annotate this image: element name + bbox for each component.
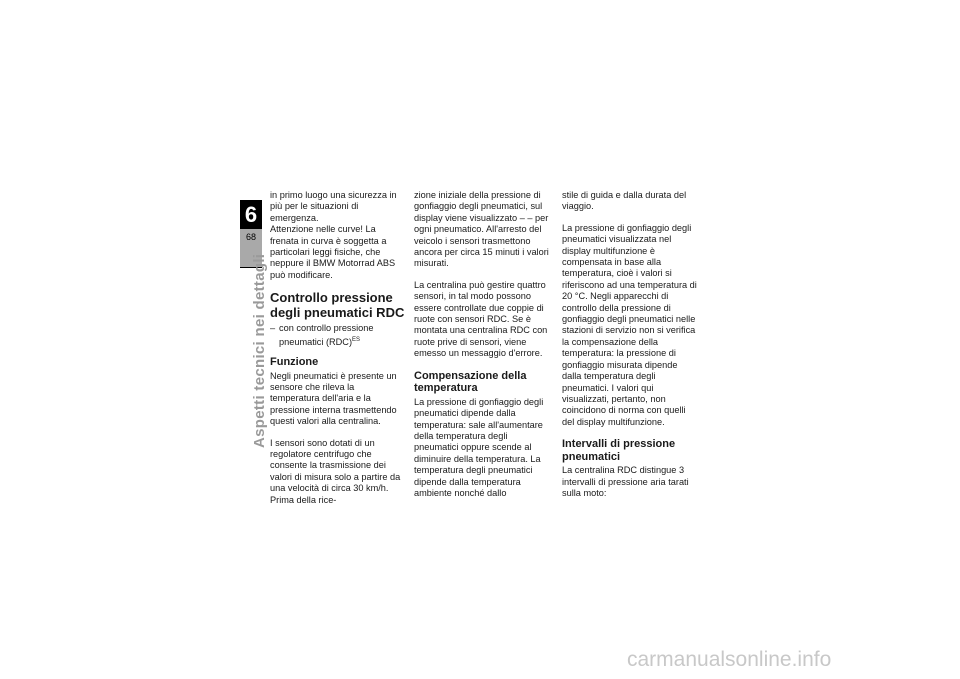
page-number: 68 bbox=[240, 229, 262, 267]
paragraph: zione iniziale della pressione di gonfiaggio degli pneumatici, sul display viene visualizzato – – per ogni pneumatico. All'arresto del veicolo i sensori trasmettono ancora per circa 15 minuti i valori misurati. bbox=[414, 190, 549, 269]
watermark: carmanualsonline.info bbox=[627, 648, 832, 671]
text-column-1 bbox=[270, 190, 406, 516]
subsection-heading-funzione: Funzione bbox=[270, 356, 319, 369]
chapter-number: 6 bbox=[244, 202, 258, 227]
dash-bullet: – bbox=[270, 323, 276, 334]
paragraph: Attenzione nelle curve! La frenata in curva è soggetta a particolari leggi fisiche, che neppure il BMW Motorrad ABS può modificare. bbox=[270, 224, 396, 280]
equipment-code: ES bbox=[352, 336, 361, 343]
list-item-text bbox=[279, 323, 406, 348]
section-heading-rdc: Controllo pressione degli pneumatici RDC bbox=[270, 290, 405, 320]
paragraph: La pressione di gonfiaggio degli pneumatici visualizzata nel display multifunzione è compensata in base alla temperatura, cioè i valori si riferiscono ad una temperatura di 20 °C. Negli apparecchi di controllo della pressione di gonfiaggio degli pneumatici nelle stazioni di servizio non si verifica la compensazione della temperatura: la pressione di gonfiaggio misurata dipende dalla temperatura degli pneumatici. I valori qui visualizzati, pertanto, non coincidono di norma con quelli del display multifunzione. bbox=[562, 222, 697, 427]
chapter-side-title: Aspetti tecnici nei dettagli bbox=[251, 253, 268, 448]
subsection-heading-intervalli: Intervalli di pressione pneumatici bbox=[562, 438, 676, 463]
text-column-2 bbox=[414, 190, 550, 509]
paragraph: La centralina può gestire quattro sensori, in tal modo possono essere controllate due coppie di ruote con sensori RDC. Se è montata una centralina RDC con ruote prive di sensori, viene emesso un messaggio d'errore. bbox=[414, 279, 548, 359]
paragraph: stile di guida e dalla durata del viaggio. bbox=[562, 190, 687, 212]
subsection-heading-compensazione: Compensazione della temperatura bbox=[414, 369, 527, 395]
list-item bbox=[270, 323, 406, 348]
paragraph: La centralina RDC distingue 3 intervalli di pressione aria tarati sulla moto: bbox=[562, 465, 689, 498]
paragraph: in primo luogo una sicurezza in più per le situazioni di emergenza. bbox=[270, 190, 397, 223]
list-item-label: con controllo pressione pneumatici (RDC) bbox=[279, 323, 374, 347]
paragraph: La pressione di gonfiaggio degli pneumatici dipende dalla temperatura: sale all'aumentare della temperatura degli pneumatici oppure scende al diminuire della temperatura. La temperatura degli pneumatici dipende dalla temperatura ambiente nonché dallo bbox=[414, 396, 544, 498]
paragraph: I sensori sono dotati di un regolatore centrifugo che consente la trasmissione dei valori di misura solo a partire da una velocità di circa 30 km/h. Prima della rice- bbox=[270, 437, 401, 505]
text-column-3 bbox=[562, 190, 698, 509]
paragraph: Negli pneumatici è presente un sensore che rileva la temperatura dell'aria e la pressione interna trasmettendo questi valori alla centralina. bbox=[270, 370, 397, 427]
